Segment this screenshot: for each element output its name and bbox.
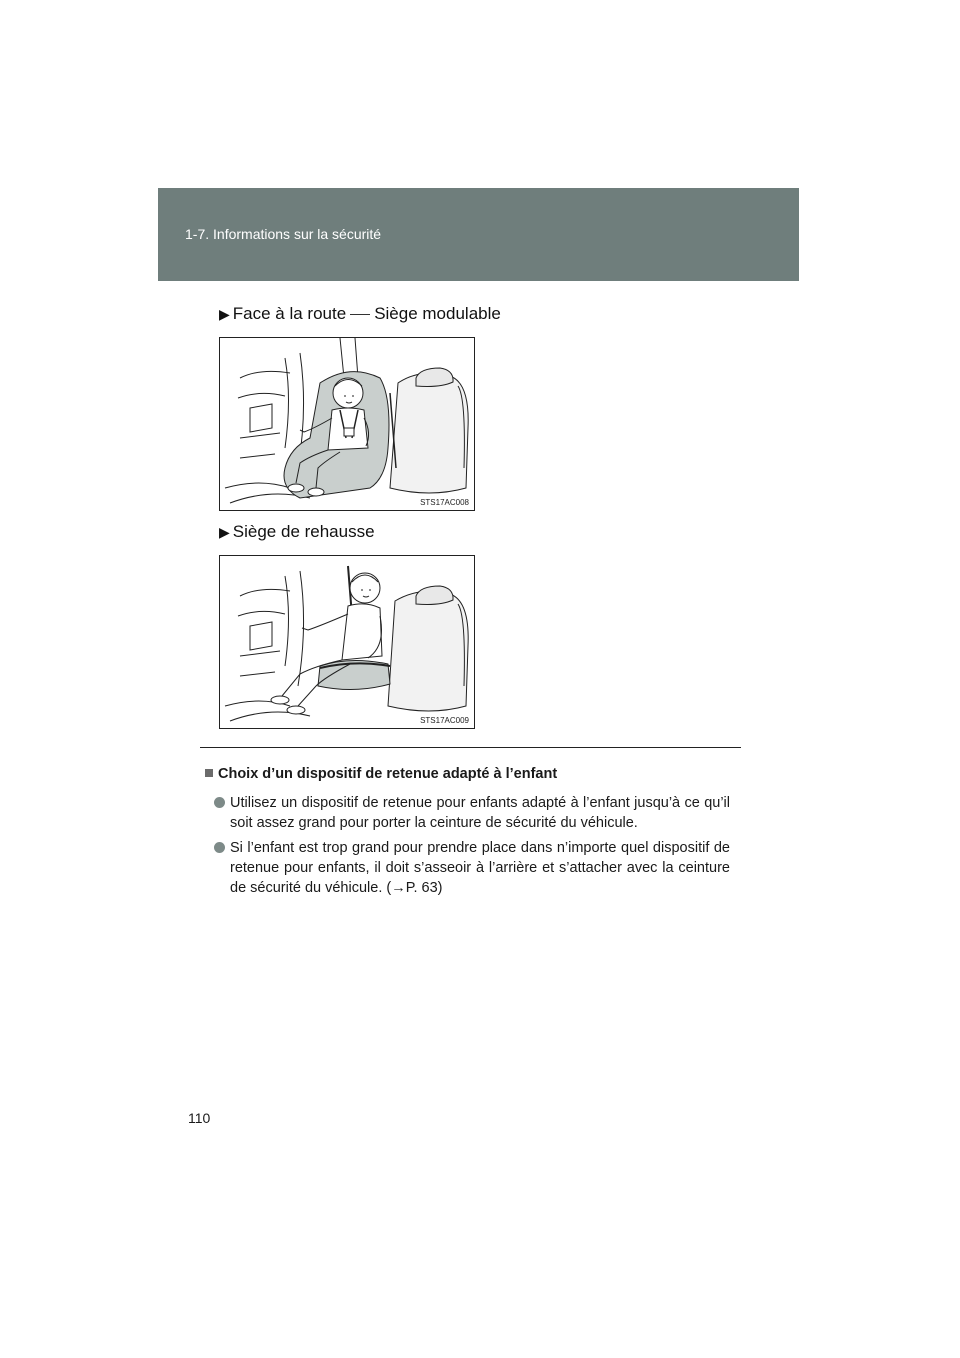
divider: [200, 747, 741, 748]
convertible-seat-illustration: [220, 338, 474, 510]
figure-booster-seat: [219, 555, 475, 729]
note-bullet-2-text: Si l’enfant est trop grand pour prendre place dans n’importe quel dispositif de retenue pour enfants, il doit s’asseoir à l’arrière et s’attacher avec la ceinture de sécurité du véhicule. (→P. 63): [230, 840, 730, 896]
figure-1-caption: [219, 304, 501, 324]
figure-2-code: STS17AC009: [420, 716, 469, 725]
section-title: 1-7. Informations sur la sécurité: [185, 226, 382, 242]
booster-seat-illustration: [220, 556, 474, 728]
arrow-right-icon: ▶: [219, 524, 230, 540]
figure-2-caption: [219, 522, 375, 542]
page-number: 110: [188, 1110, 211, 1126]
square-bullet-icon: [205, 769, 213, 777]
note-bullet-1-text: Utilisez un dispositif de retenue pour enfants adapté à l’enfant jusqu’à ce qu’il soit assez grand pour porter la ceinture de sécurité du véhicule.: [230, 795, 730, 831]
circle-bullet-icon: [214, 797, 225, 808]
figure-2-caption-main: Siège de rehausse: [232, 522, 375, 541]
figure-1-caption-sub: Siège modulable: [374, 304, 501, 323]
figure-1-caption-main: Face à la route: [232, 304, 347, 323]
note-heading: [205, 766, 557, 782]
em-dash: [350, 314, 370, 315]
figure-convertible-seat: [219, 337, 475, 511]
note-bullet-2: [230, 838, 730, 898]
figure-1-code: STS17AC008: [420, 498, 469, 507]
note-heading-text: Choix d’un dispositif de retenue adapté à l’enfant: [218, 766, 558, 782]
circle-bullet-icon: [214, 842, 225, 853]
arrow-right-icon: ▶: [219, 306, 230, 322]
note-bullet-1: [230, 793, 730, 833]
